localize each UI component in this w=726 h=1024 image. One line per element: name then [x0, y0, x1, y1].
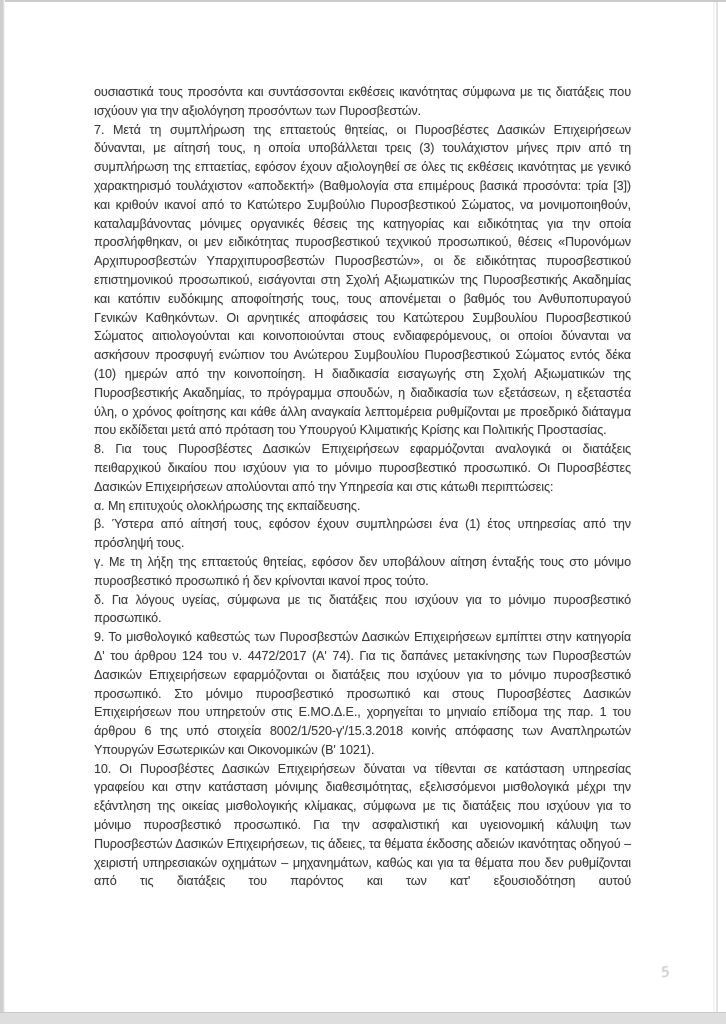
page-number-mark: 5 — [660, 964, 671, 982]
paragraph-item-10: 10. Οι Πυροσβέστες Δασικών Επιχειρήσεων δύναται να τίθενται σε κατάσταση υπηρεσίας γραφείου και στην κατάσταση μόνιμης διαθεσιμότητας, εξελισσόμενοι μισθολογικά μέχρι την εξάντληση της οικείας μισθολογικής κλίμακας, σύμφωνα με τις διατάξεις που ισχύουν για το μόνιμο πυροσβεστικό προσωπικό. Για την ασφαλιστική και υγειονομική κάλυψη των Πυροσβεστών Δασικών Επιχειρήσεων, τις άδειες, τα θέματα έκδοσης αδειών ικανότητας οδηγού – χειριστή υπηρεσιακών οχημάτων – μηχανημάτων, καθώς και για τα θέματα που δεν ρυθμίζονται από τις διατάξεις του παρόντος και των κατ' εξουσιοδότηση αυτού — [94, 761, 631, 889]
paragraph-item-8d: δ. Για λόγους υγείας, σύμφωνα με τις διατάξεις που ισχύουν για το μόνιμο πυροσβεστικό προσωπικό. — [94, 592, 631, 626]
scan-edge-bottom — [0, 1012, 726, 1024]
paragraph-item-8c: γ. Με τη λήξη της επταετούς θητείας, εφόσον δεν υποβάλουν αίτηση ένταξής τους στο μόνιμο πυροσβεστικό προσωπικό ή δεν κρίνονται ικανοί προς τούτο. — [94, 554, 631, 588]
scan-page-edge-line — [716, 2, 718, 1012]
scan-edge-left — [0, 0, 5, 1024]
paragraph-continuation: ουσιαστικά τους προσόντα και συντάσσονται εκθέσεις ικανότητας σύμφωνα με τις διατάξεις που ισχύουν για την αξιολόγηση προσόντων των Πυροσβεστών. — [94, 85, 631, 118]
paragraph-item-9: 9. Το μισθολογικό καθεστώς των Πυροσβεστών Δασικών Επιχειρήσεων εμπίπτει στην κατηγορία Δ' του άρθρου 124 του ν. 4472/2017 (Α' 74). Για τις δαπάνες μετακίνησης των Πυροσβεστών Δασικών Επιχειρήσεων εφαρμόζονται οι διατάξεις που ισχύουν για το μόνιμο πυροσβεστικό προσωπικό. Στο μόνιμο πυροσβεστικό προσωπικό και στους Πυροσβέστες Δασικών Επιχειρήσεων που υπηρετούν στις Ε.ΜΟ.Δ.Ε., χορηγείται το μηνιαίο επίδομα της παρ. 1 του άρθρου 6 της υπό στοιχεία 8002/1/520-γ'/15.3.2018 κοινής απόφασης των Αναπληρωτών Υπουργών Εσωτερικών και Οικονομικών (Β' 1021). — [94, 630, 631, 757]
paragraph-item-8: 8. Για τους Πυροσβέστες Δασικών Επιχειρήσεων εφαρμόζονται αναλογικά οι διατάξεις πειθαρχικού δικαίου που ισχύουν για το μόνιμο πυροσβεστικό προσωπικό. Οι Πυροσβέστες Δασικών Επιχειρήσεων απολύονται από την Υπηρεσία και στις κάτωθι περιπτώσεις: — [94, 442, 631, 494]
paragraph-item-8b: β. Ύστερα από αίτησή τους, εφόσον έχουν συμπληρώσει ένα (1) έτος υπηρεσίας από την πρόσληψή τους. — [94, 517, 631, 551]
scan-edge-top — [0, 0, 726, 2]
document-body — [94, 83, 631, 891]
paragraph-item-8a: α. Μη επιτυχούς ολοκλήρωσης της εκπαίδευσης. — [94, 498, 361, 513]
paragraph-item-7: 7. Μετά τη συμπλήρωση της επταετούς θητείας, οι Πυροσβέστες Δασικών Επιχειρήσεων δύνανται, με αίτησή τους, η οποία υποβάλλεται τρεις (3) τουλάχιστον μήνες πριν από τη συμπλήρωση της επταετίας, εφόσον έχουν αξιολογηθεί σε όλες τις εκθέσεις ικανότητας με γενικό χαρακτηρισμό τουλάχιστον «αποδεκτή» (Βαθμολογία στα επιμέρους βασικά προσόντα: τρία [3]) και κριθούν ικανοί από το Κατώτερο Συμβούλιο Πυροσβεστικού Σώματος, να μονιμοποιηθούν, καταλαμβάνοντας μόνιμες οργανικές θέσεις της κατηγορίας και ειδικότητας για την οποία προσλήφθηκαν, οι μεν ειδικότητας πυροσβεστικού τεχνικού προσωπικού, θέσεις «Πυρονόμων Αρχιπυροσβεστών Υπαρχιπυροσβεστών Πυροσβεστών», οι δε ειδικότητας πυροσβεστικού επιστημονικού προσωπικού, εισάγονται στη Σχολή Αξιωματικών της Πυροσβεστικής Ακαδημίας και κατόπιν ευδόκιμης αποφοίτησής τους, τους απονέμεται ο βαθμός του Ανθυποπυραγού Γενικών Καθηκόντων. Οι αρνητικές αποφάσεις του Κατώτερου Συμβουλίου Πυροσβεστικού Σώματος αιτιολογούνται και κοινοποιούνται στους ενδιαφερόμενους, οι οποίοι δύνανται να ασκήσουν προσφυγή ενώπιον του Ανώτερου Συμβουλίου Πυροσβεστικού Σώματος εντός δέκα (10) ημερών από την κοινοποίηση. Η διαδικασία εισαγωγής στη Σχολή Αξιωματικών της Πυροσβεστικής Ακαδημίας, το πρόγραμμα σπουδών, η διαδικασία των εξετάσεων, η εξεταστέα ύλη, ο χρόνος φοίτησης και κάθε άλλη αναγκαία λεπτομέρεια ρυθμίζονται με προεδρικό διάταγμα που εκδίδεται μετά από πρόταση του Υπουργού Κλιματικής Κρίσης και Πολιτικής Προστασίας. — [94, 122, 631, 438]
